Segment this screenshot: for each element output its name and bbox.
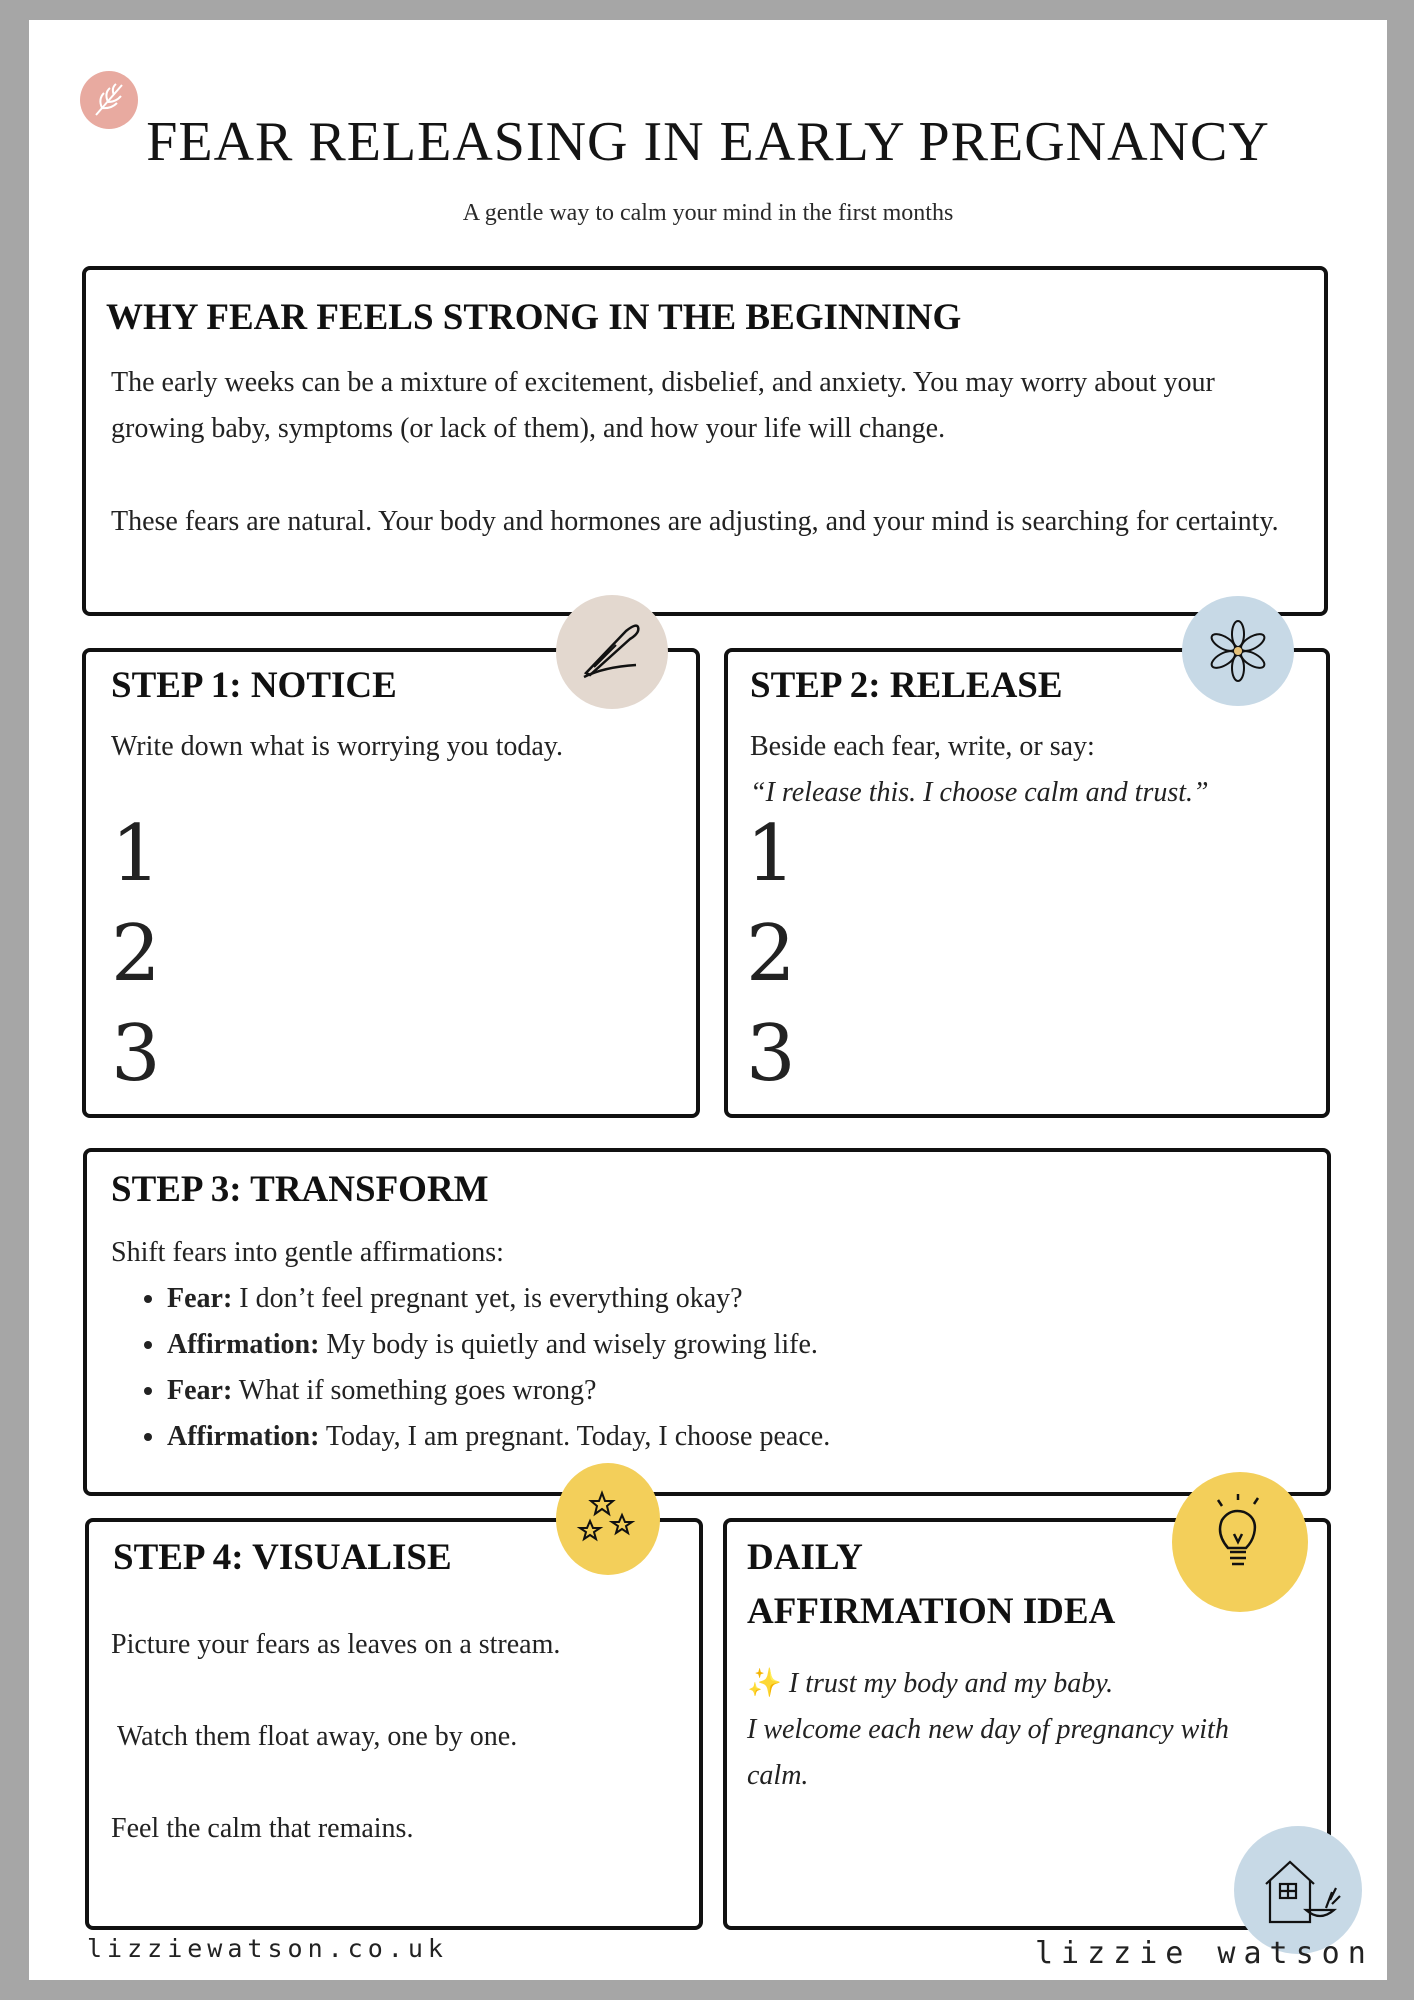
page-subtitle: A gentle way to calm your mind in the first months	[462, 200, 954, 226]
lightbulb-icon	[1172, 1472, 1308, 1612]
step3-intro: Shift fears into gentle affirmations:	[111, 1237, 504, 1268]
quill-badge	[556, 595, 668, 709]
fear-label: Fear:	[167, 1283, 233, 1314]
step2-instruction: Beside each fear, write, or say:	[750, 731, 1095, 762]
step2-number-2: 2	[746, 909, 796, 999]
flower-badge	[1182, 596, 1294, 706]
why-section	[82, 266, 1328, 616]
step2-quote: “I release this. I choose calm and trust.”	[750, 777, 1209, 808]
affirmation-label: Affirmation:	[167, 1421, 320, 1452]
list-item	[167, 1368, 1311, 1414]
quill-icon	[556, 595, 668, 709]
step3-section	[83, 1148, 1331, 1496]
stars-icon	[556, 1463, 660, 1575]
affirmation-label: Affirmation:	[167, 1329, 320, 1360]
daily-affirmation-text	[747, 1660, 1287, 1799]
house-badge	[1234, 1826, 1362, 1954]
page-title: FEAR RELEASING IN EARLY PREGNANCY	[146, 111, 1270, 173]
step4-section	[85, 1518, 703, 1930]
step4-line-2: Watch them float away, one by one.	[117, 1721, 518, 1752]
step2-number-1: 1	[746, 809, 796, 899]
list-item	[167, 1414, 1311, 1460]
lightbulb-badge	[1172, 1472, 1308, 1612]
step4-line-1: Picture your fears as leaves on a stream.	[111, 1629, 561, 1660]
author-signature: lizzie watson	[1035, 1936, 1374, 1971]
affirmation-text: My body is quietly and wisely growing life.	[319, 1329, 818, 1360]
website-url: lizziewatson.co.uk	[87, 1934, 448, 1963]
step1-number-2: 2	[111, 909, 161, 999]
house-icon	[1234, 1826, 1362, 1954]
why-paragraph-1: The early weeks can be a mixture of excitement, disbelief, and anxiety. You may worry about your growing baby, symptoms (or lack of them), and how your life will change.	[111, 367, 1215, 444]
fear-label: Fear:	[167, 1375, 233, 1406]
list-item	[167, 1322, 1311, 1368]
step4-line-3: Feel the calm that remains.	[111, 1813, 414, 1844]
list-item	[167, 1276, 1311, 1322]
daily-line-1: I trust my body and my baby.	[781, 1668, 1114, 1699]
fear-text: What if something goes wrong?	[232, 1375, 597, 1406]
daily-heading-line-1: DAILY	[747, 1537, 863, 1578]
daily-line-2: I welcome each new day of pregnancy with calm.	[747, 1714, 1229, 1791]
step4-heading: STEP 4: VISUALISE	[113, 1537, 452, 1578]
step1-number-3: 3	[111, 1009, 161, 1099]
affirmation-list	[111, 1276, 1311, 1460]
step2-number-3: 3	[746, 1009, 796, 1099]
step1-heading: STEP 1: NOTICE	[111, 665, 397, 706]
step1-section	[82, 648, 700, 1118]
step1-instruction: Write down what is worrying you today.	[111, 731, 563, 762]
sparkle-icon: ✨	[747, 1666, 782, 1699]
step2-heading: STEP 2: RELEASE	[750, 665, 1063, 706]
affirmation-text: Today, I am pregnant. Today, I choose peace.	[319, 1421, 831, 1452]
stars-badge	[556, 1463, 660, 1575]
why-heading: WHY FEAR FEELS STRONG IN THE BEGINNING	[106, 297, 962, 338]
flower-icon	[1182, 596, 1294, 706]
step1-number-1: 1	[111, 809, 161, 899]
daily-heading-line-2: AFFIRMATION IDEA	[747, 1591, 1116, 1632]
step2-section	[724, 648, 1330, 1118]
worksheet-page	[29, 20, 1387, 1980]
why-paragraph-2: These fears are natural. Your body and hormones are adjusting, and your mind is searching for certainty.	[111, 506, 1279, 537]
fear-text: I don’t feel pregnant yet, is everything okay?	[232, 1283, 743, 1314]
step3-heading: STEP 3: TRANSFORM	[111, 1169, 489, 1210]
